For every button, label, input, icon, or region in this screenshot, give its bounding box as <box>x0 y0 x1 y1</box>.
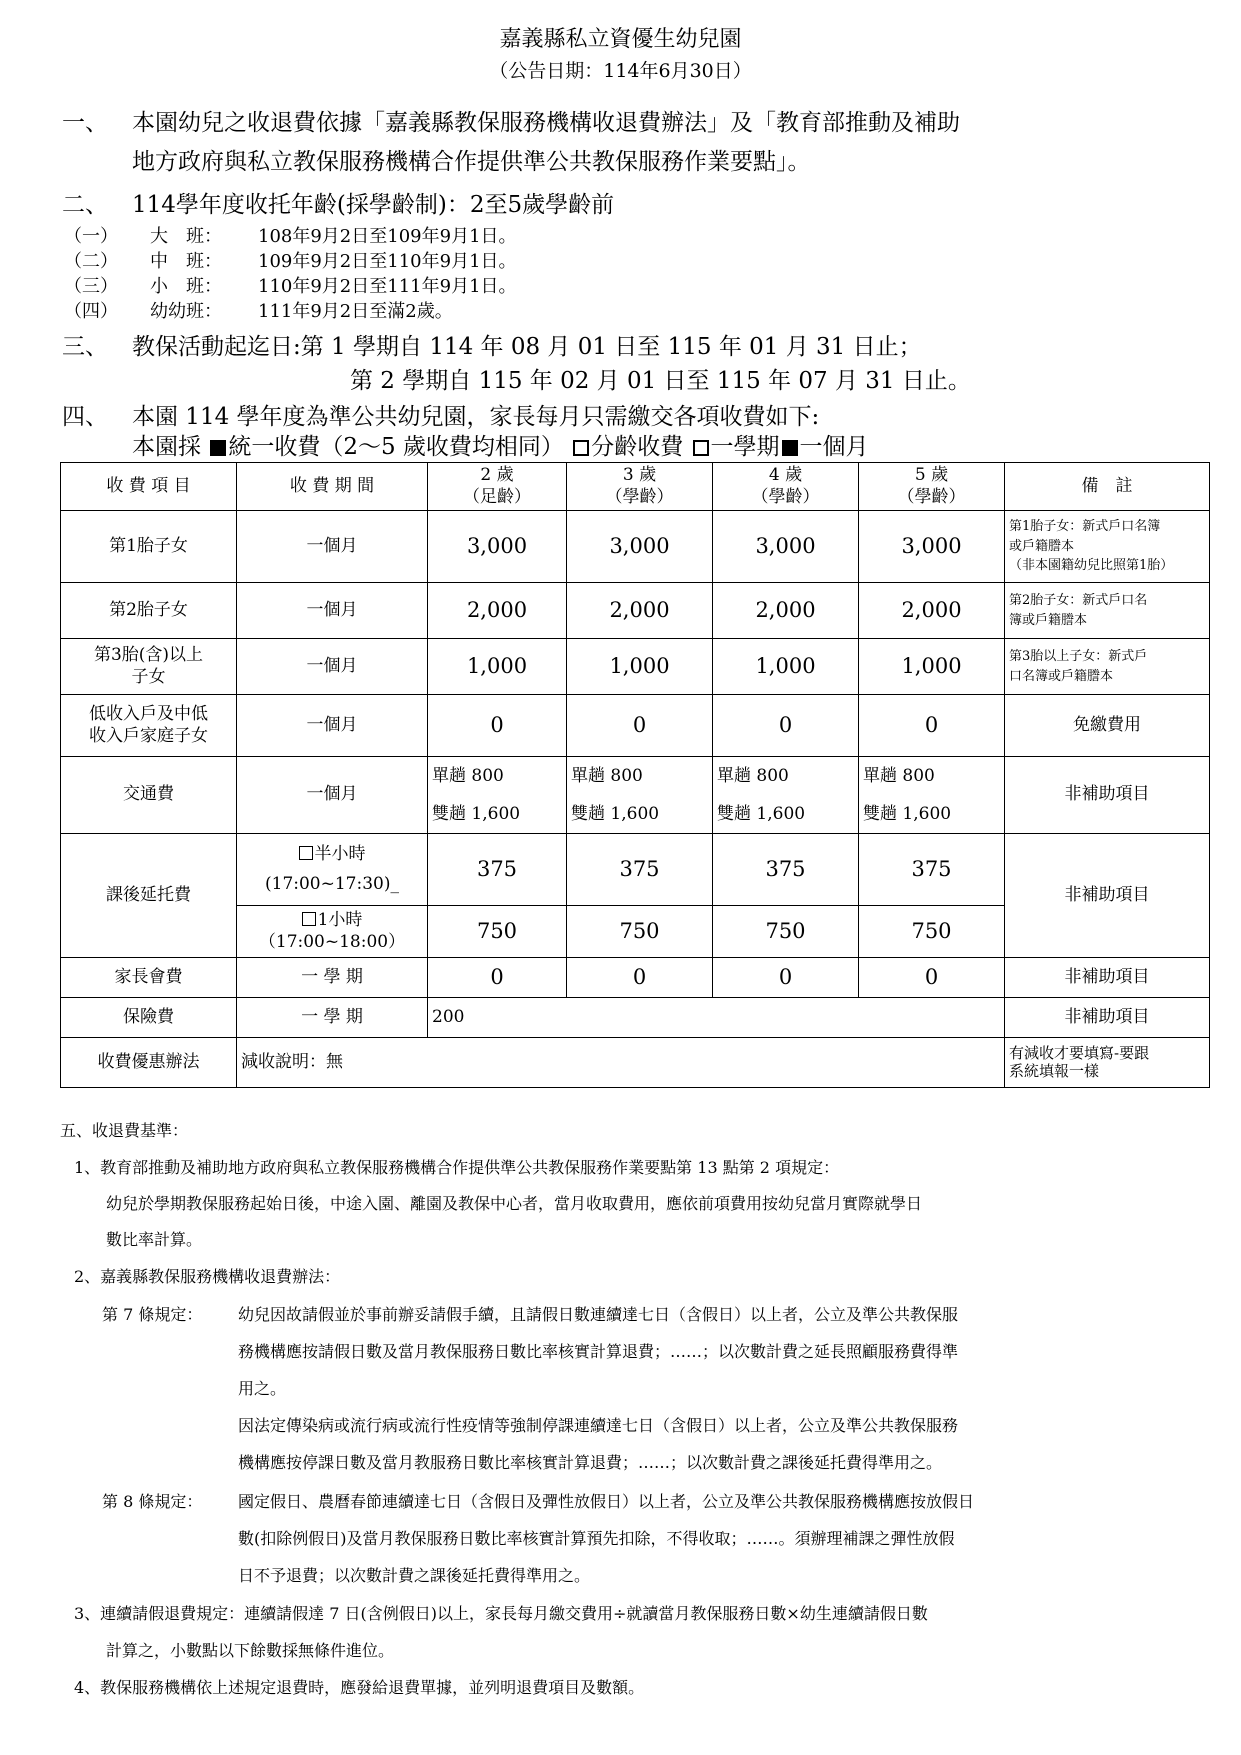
fee-value: 375 <box>428 834 567 906</box>
rule1-line2: 幼兒於學期教保服務起始日後，中途入園、離園及教保中心者，當月收取費用，應依前項費用按幼兒當月實際就學日 <box>106 1194 923 1213</box>
fee-value: 0 <box>567 695 713 757</box>
transport-fee: 單趟 800 雙趟 1,600 <box>567 757 713 834</box>
fee-value: 1,000 <box>567 639 713 695</box>
unchecked-box-icon <box>299 846 313 860</box>
extended-care-half-hour: 半小時 (17:00~17:30)_ <box>237 834 428 906</box>
row-note: 非補助項目 <box>1005 834 1210 958</box>
fee-value: 3,000 <box>428 511 567 583</box>
fee-value: 750 <box>713 906 859 958</box>
rule4: 4、教保服務機構依上述規定退費時，應發給退費單據，並列明退費項目及數額。 <box>74 1678 645 1697</box>
header-age3: 3 歲 （學齡） <box>567 463 713 511</box>
fee-value: 3,000 <box>713 511 859 583</box>
row-note: 第3胎以上子女：新式戶 口名簿或戶籍謄本 <box>1005 639 1210 695</box>
row-item: 第3胎(含)以上 子女 <box>61 639 237 695</box>
article7-line: 務機構應按請假日數及當月教保服務日數比率核實計算退費；……；以次數計費之延長照顧服務費得準 <box>238 1342 959 1361</box>
article8-line: 數(扣除例假日)及當月教保服務日數比率核實計算預先扣除，不得收取；……。須辦理補課之彈性放假 <box>238 1529 955 1548</box>
section1-number: 一、 <box>62 110 108 136</box>
fee-value: 0 <box>859 695 1005 757</box>
age-item-idx: （二） <box>64 251 118 272</box>
fee-value: 3,000 <box>567 511 713 583</box>
fee-value: 750 <box>428 906 567 958</box>
row-item: 低收入戶及中低 收入戶家庭子女 <box>61 695 237 757</box>
fee-value: 375 <box>859 834 1005 906</box>
fee-mode-line <box>132 428 869 461</box>
age-item-range: 108年9月2日至109年9月1日。 <box>258 226 517 247</box>
fee-period-semester: 一學期 <box>710 434 780 460</box>
header-period: 收 費 期 間 <box>237 463 428 511</box>
rule1-line1: 1、教育部推動及補助地方政府與私立教保服務機構合作提供準公共教保服務作業要點第 13 點第 2 項規定： <box>74 1158 840 1177</box>
row-item: 收費優惠辦法 <box>61 1038 237 1088</box>
row-item: 第2胎子女 <box>61 583 237 639</box>
fee-mode-by-age: 分齡收費 <box>591 434 684 460</box>
article7-line: 因法定傳染病或流行病或流行性疫情等強制停課連續達七日（含假日）以上者，公立及準公共教保服務 <box>238 1416 959 1435</box>
fee-value: 3,000 <box>859 511 1005 583</box>
age-item-range: 109年9月2日至110年9月1日。 <box>258 251 517 272</box>
table-row <box>61 511 1210 583</box>
fee-value: 0 <box>428 958 567 998</box>
row-period: 一 學 期 <box>237 998 428 1038</box>
section5-title: 五、收退費基準： <box>60 1121 189 1140</box>
row-item: 第1胎子女 <box>61 511 237 583</box>
row-note: 第1胎子女：新式戶口名簿 或戶籍謄本 （非本園籍幼兒比照第1胎） <box>1005 511 1210 583</box>
extended-care-one-hour: 1小時 （17:00~18:00） <box>237 906 428 958</box>
article7-line: 機構應按停課日數及當月教服務日數比率核實計算退費；……；以次數計費之課後延托費得準用之。 <box>238 1453 943 1472</box>
section4-line1: 本園 114 學年度為準公共幼兒園，家長每月只需繳交各項收費如下: <box>132 404 820 430</box>
row-note: 非補助項目 <box>1005 998 1210 1038</box>
rule2-title: 2、嘉義縣教保服務機構收退費辦法： <box>74 1267 341 1286</box>
table-row <box>61 583 1210 639</box>
article8-label: 第 8 條規定： <box>102 1492 203 1511</box>
table-header-row <box>61 463 1210 511</box>
article7-line: 用之。 <box>238 1379 287 1398</box>
row-note: 非補助項目 <box>1005 757 1210 834</box>
checked-box-icon <box>782 440 798 456</box>
section2-text: 114學年度收托年齡(採學齡制)：2至5歲學齡前 <box>132 192 615 218</box>
section3-number: 三、 <box>62 334 108 360</box>
row-item: 交通費 <box>61 757 237 834</box>
transport-fee: 單趟 800 雙趟 1,600 <box>428 757 567 834</box>
fee-value: 0 <box>713 695 859 757</box>
article7-label: 第 7 條規定： <box>102 1305 203 1324</box>
header-item: 收 費 項 目 <box>61 463 237 511</box>
age-item-label: 大 班： <box>150 226 222 247</box>
unchecked-box-icon <box>302 912 316 926</box>
unchecked-box-icon <box>573 440 589 456</box>
row-period: 一個月 <box>237 583 428 639</box>
page-title: 嘉義縣私立資優生幼兒園 <box>499 27 742 52</box>
fee-value: 750 <box>567 906 713 958</box>
table-row <box>61 1038 1210 1088</box>
age-item-idx: （一） <box>64 226 118 247</box>
fee-value: 2,000 <box>428 583 567 639</box>
table-row <box>61 757 1210 834</box>
fee-value: 1,000 <box>713 639 859 695</box>
row-period: 一個月 <box>237 757 428 834</box>
age-item-range: 110年9月2日至111年9月1日。 <box>258 276 517 297</box>
article8-line: 日不予退費；以次數計費之課後延托費得準用之。 <box>238 1566 591 1585</box>
rule1-line3: 數比率計算。 <box>106 1230 203 1249</box>
fee-table <box>60 462 1210 1088</box>
fee-value: 0 <box>713 958 859 998</box>
fee-value: 0 <box>567 958 713 998</box>
row-item: 家長會費 <box>61 958 237 998</box>
table-row <box>61 998 1210 1038</box>
table-row <box>61 958 1210 998</box>
age-item-label: 幼幼班： <box>150 301 222 322</box>
unchecked-box-icon <box>693 440 709 456</box>
row-period: 一個月 <box>237 695 428 757</box>
row-period: 一個月 <box>237 639 428 695</box>
section1-line2: 地方政府與私立教保服務機構合作提供準公共教保服務作業要點」。 <box>132 149 811 175</box>
section2-number: 二、 <box>62 192 108 218</box>
rule3-line1: 3、連續請假退費規定：連續請假達 7 日(含例假日)以上，家長每月繳交費用÷就讀當月教保服務日數×幼生連續請假日數 <box>74 1604 928 1623</box>
fee-value: 2,000 <box>859 583 1005 639</box>
header-age2: 2 歲 （足齡） <box>428 463 567 511</box>
fee-value: 2,000 <box>567 583 713 639</box>
row-note: 免繳費用 <box>1005 695 1210 757</box>
section3-line2: 第 2 學期自 115 年 02 月 01 日至 115 年 07 月 31 日止。 <box>350 368 971 394</box>
fee-value: 1,000 <box>428 639 567 695</box>
row-item: 課後延托費 <box>61 834 237 958</box>
row-period: 一個月 <box>237 511 428 583</box>
rule3-line2: 計算之，小數點以下餘數採無條件進位。 <box>106 1641 395 1660</box>
table-row <box>61 695 1210 757</box>
section3-line1: 教保活動起迄日:第 1 學期自 114 年 08 月 01 日至 115 年 01 月 31 日止； <box>132 334 922 360</box>
table-row <box>61 834 1210 906</box>
header-note: 備 註 <box>1005 463 1210 511</box>
section1-line1: 本園幼兒之收退費依據「嘉義縣教保服務機構收退費辦法」及「教育部推動及補助 <box>132 110 960 136</box>
age-item-label: 中 班： <box>150 251 222 272</box>
fee-value: 1,000 <box>859 639 1005 695</box>
announcement-date: （公告日期：114年6月30日） <box>489 60 752 82</box>
fee-value: 375 <box>713 834 859 906</box>
fee-value: 750 <box>859 906 1005 958</box>
fee-value: 0 <box>428 695 567 757</box>
fee-mode-prefix: 本園採 <box>132 434 201 460</box>
row-item: 保險費 <box>61 998 237 1038</box>
fee-period-month: 一個月 <box>799 434 869 460</box>
fee-value: 0 <box>859 958 1005 998</box>
article8-line: 國定假日、農曆春節連續達七日（含假日及彈性放假日）以上者，公立及準公共教保服務機構應按放假日 <box>238 1492 975 1511</box>
header-age5: 5 歲 （學齡） <box>859 463 1005 511</box>
checked-box-icon <box>210 440 226 456</box>
row-note: 非補助項目 <box>1005 958 1210 998</box>
row-period: 一 學 期 <box>237 958 428 998</box>
age-item-label: 小 班： <box>150 276 222 297</box>
discount-description: 減收說明：無 <box>237 1038 1005 1088</box>
fee-value: 2,000 <box>713 583 859 639</box>
transport-fee: 單趟 800 雙趟 1,600 <box>859 757 1005 834</box>
age-item-idx: （三） <box>64 276 118 297</box>
age-item-range: 111年9月2日至滿2歲。 <box>258 301 453 322</box>
age-item-idx: （四） <box>64 301 118 322</box>
transport-fee: 單趟 800 雙趟 1,600 <box>713 757 859 834</box>
row-note: 第2胎子女：新式戶口名 簿或戶籍謄本 <box>1005 583 1210 639</box>
section4-number: 四、 <box>62 404 108 430</box>
header-age4: 4 歲 （學齡） <box>713 463 859 511</box>
table-row <box>61 639 1210 695</box>
fee-value: 375 <box>567 834 713 906</box>
row-note: 有減收才要填寫-要跟 系統填報一樣 <box>1005 1038 1210 1088</box>
fee-mode-unified: 統一收費（2～5 歲收費均相同） <box>228 434 564 460</box>
article7-line: 幼兒因故請假並於事前辦妥請假手續，且請假日數連續達七日（含假日）以上者，公立及準公共教保服 <box>238 1305 959 1324</box>
insurance-fee: 200 <box>428 998 1005 1038</box>
